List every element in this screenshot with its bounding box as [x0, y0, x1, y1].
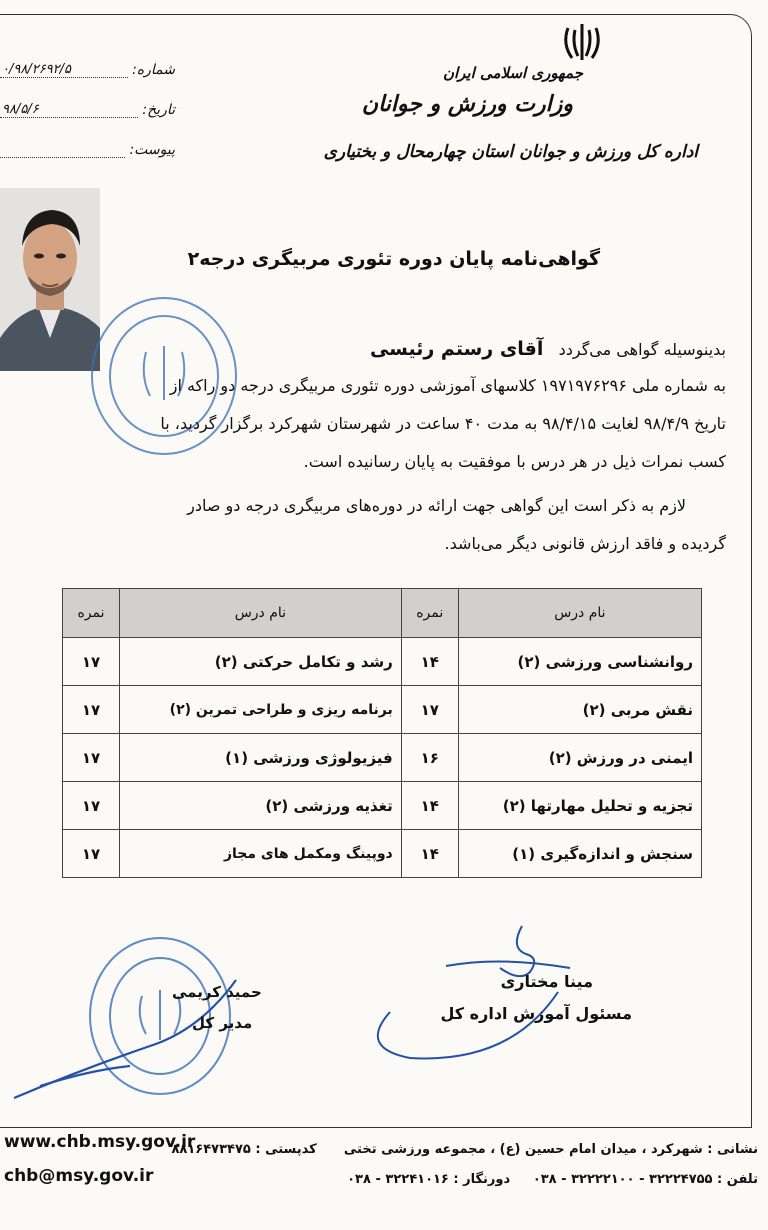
body-line-4: کسب نمرات ذیل در هر درس با موفقیت به پایان رسانیده است. [303, 452, 726, 471]
body-line-6: گردیده و فاقد ارزش قانونی دیگر می‌باشد. [444, 534, 726, 553]
table-header-course: نام درس [458, 589, 701, 638]
grade-cell: ۱۴ [401, 782, 458, 830]
footer-tel: تلفن : ۳۲۲۲۴۷۵۵ - ۳۲۲۲۲۱۰۰ - ۰۳۸ [532, 1172, 758, 1187]
body-line-5: لازم به ذکر است این گواهی جهت ارائه در دوره‌های مربیگری درجه دو صادر [187, 496, 686, 515]
table-row [63, 782, 702, 830]
footer-website: www.chb.msy.gov.ir [4, 1132, 196, 1152]
certificate-title: گواهی‌نامه پایان دوره تئوری مربیگری درجه۲ [187, 248, 600, 270]
recipient-name: آقای رستم رئیسی [369, 338, 544, 360]
meta-number-label: شماره: [132, 62, 175, 78]
footer-email: chb@msy.gov.ir [4, 1166, 154, 1186]
table-row [63, 686, 702, 734]
grade-cell: ۱۷ [63, 638, 120, 686]
course-cell: فیزیولوژی ورزشی (۱) [120, 734, 402, 782]
stamp-icon [82, 290, 242, 460]
course-cell: برنامه ریزی و طراحی تمرین (۲) [120, 686, 402, 734]
course-cell: نقش مربی (۲) [458, 686, 701, 734]
footer-postal-code: ۸۸۱۶۴۷۳۴۷۵ [171, 1142, 251, 1157]
meta-number-value: ۰/۹۸/۲۶۹۲/۵ [0, 62, 128, 78]
grade-cell: ۱۷ [401, 686, 458, 734]
grade-cell: ۱۷ [63, 686, 120, 734]
meta-date-value: ۹۸/۵/۶ [0, 102, 138, 118]
footer-phone-line [347, 1172, 758, 1187]
grades-table [62, 588, 702, 878]
course-cell: ایمنی در ورزش (۲) [458, 734, 701, 782]
footer-fax: دورنگار : ۳۲۲۴۱۰۱۶ - ۰۳۸ [347, 1172, 511, 1187]
course-cell: سنجش و اندازه‌گیری (۱) [458, 830, 701, 878]
header-department: اداره کل ورزش و جوانان استان چهارمحال و بختیاری [323, 142, 698, 162]
body-line-1 [36, 338, 726, 360]
grade-cell: ۱۷ [63, 782, 120, 830]
course-cell: روانشناسی ورزشی (۲) [458, 638, 701, 686]
course-cell: تجزیه و تحلیل مهارتها (۲) [458, 782, 701, 830]
grade-cell: ۱۶ [401, 734, 458, 782]
signature-icon [350, 920, 590, 1070]
grade-cell: ۱۷ [63, 830, 120, 878]
table-row [63, 734, 702, 782]
meta-date-label: تاریخ: [142, 102, 175, 118]
meta-attachment [0, 142, 175, 158]
signature-left-name: حمید کریمی [172, 983, 262, 1001]
grade-cell: ۱۴ [401, 830, 458, 878]
grade-cell: ۱۴ [401, 638, 458, 686]
header-country: جمهوری اسلامی ایران [442, 64, 583, 82]
table-header-course: نام درس [120, 589, 402, 638]
signature-right-title: مسئول آموزش اداره کل [440, 1004, 632, 1023]
footer-address: نشانی : شهرکرد ، میدان امام حسین (ع) ، مجموعه ورزشی تختی [343, 1142, 758, 1157]
signature-left-title: مدیر کل [192, 1014, 253, 1032]
table-row [63, 830, 702, 878]
table-header-grade: نمره [401, 589, 458, 638]
course-cell: دوپینگ ومکمل های مجاز [120, 830, 402, 878]
meta-number [0, 62, 175, 78]
body-line-2: به شماره ملی ۱۹۷۱۹۷۶۲۹۶ کلاسهای آموزشی دوره تئوری مربیگری درجه دو راکه از [169, 376, 726, 395]
body-line-3: تاریخ ۹۸/۴/۹ لغایت ۹۸/۴/۱۵ به مدت ۴۰ ساعت در شهرستان شهرکرد برگزار گردید، با [160, 414, 726, 433]
course-cell: رشد و تکامل حرکتی (۲) [120, 638, 402, 686]
course-cell: تغذیه ورزشی (۲) [120, 782, 402, 830]
body-line-1-prefix: بدینوسیله گواهی می‌گردد [558, 340, 726, 359]
table-row [63, 638, 702, 686]
signature-right-name: مینا مختاری [500, 972, 593, 991]
meta-attachment-value [0, 157, 125, 158]
meta-date [0, 102, 175, 118]
footer-address-line [171, 1142, 758, 1157]
header-ministry: وزارت ورزش و جوانان [361, 92, 573, 117]
table-header-row [63, 589, 702, 638]
meta-attachment-label: پیوست: [129, 142, 175, 158]
table-header-grade: نمره [63, 589, 120, 638]
grade-cell: ۱۷ [63, 734, 120, 782]
emblem-icon [558, 20, 606, 66]
footer-postal-label: کدپستی : [255, 1142, 317, 1157]
